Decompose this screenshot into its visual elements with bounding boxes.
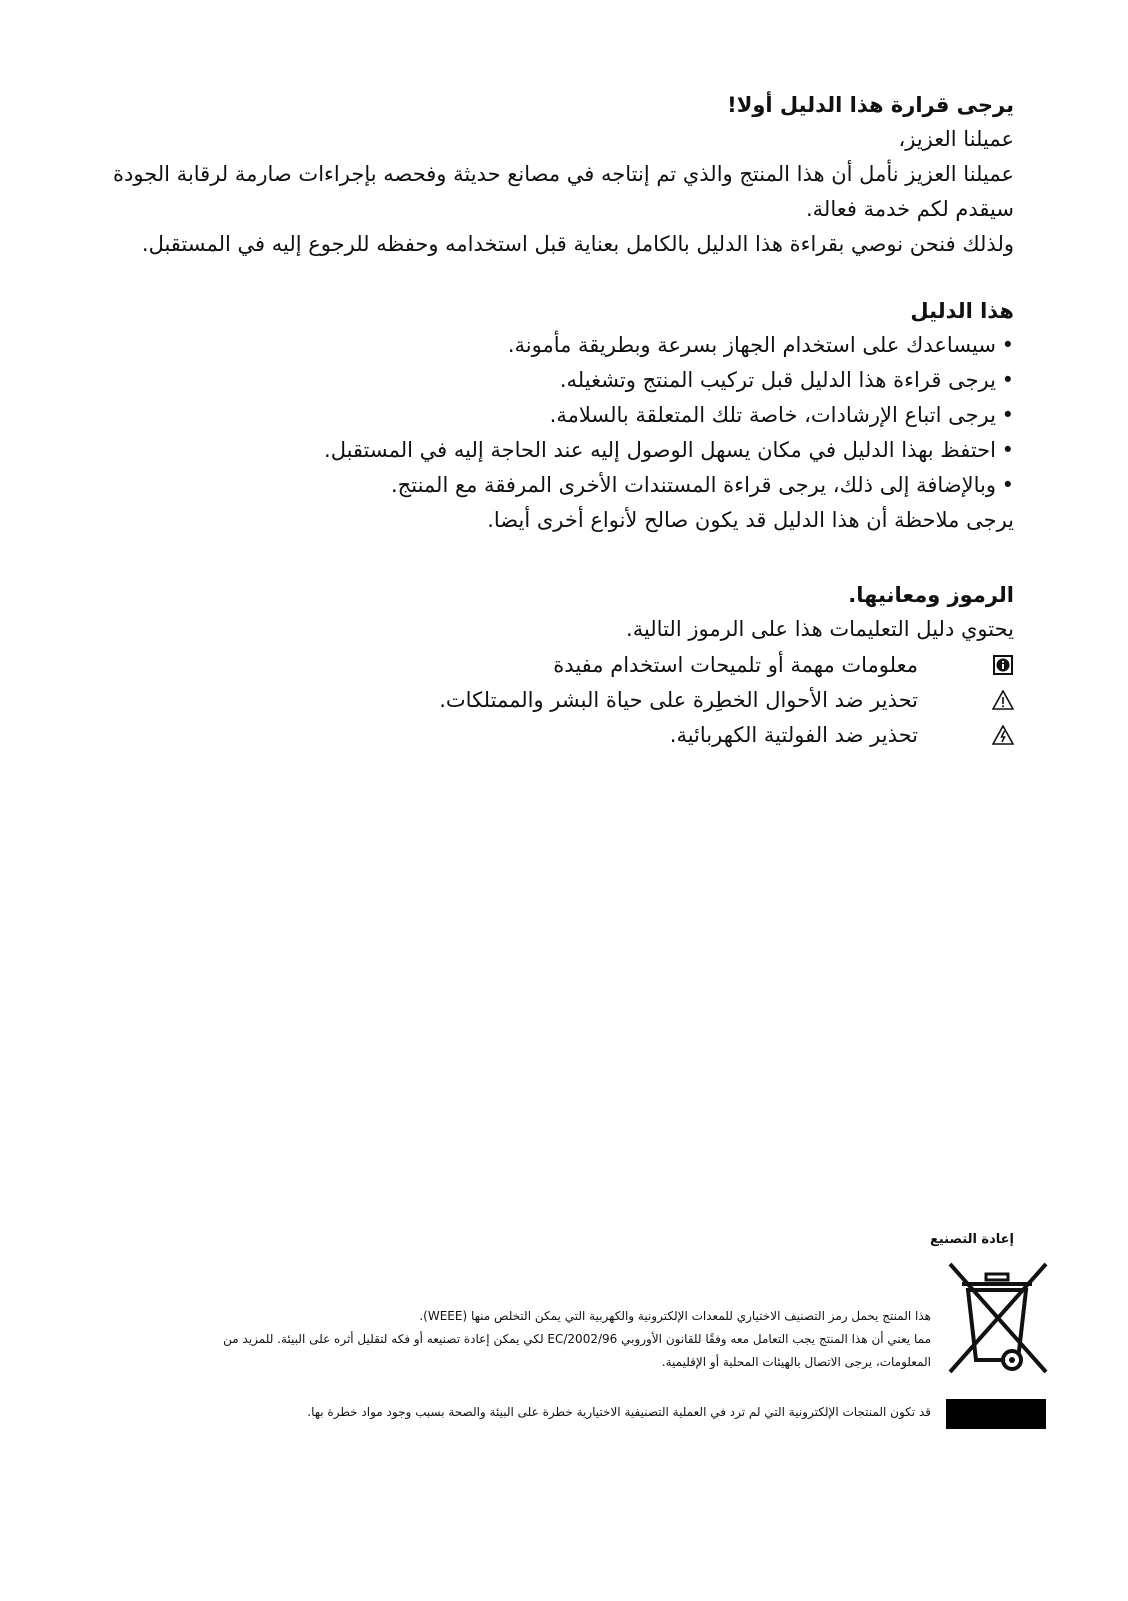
weee-line-2: مما يعني أن هذا المنتج يجب التعامل معه وفقًا للقانون الأوروبي EC/2002/96 لكي يمكن إعادة تصنيعه أو فكه لتقليل أثره على البيئة. للمزيد من xyxy=(223,1332,931,1346)
symbol-row-info xyxy=(84,647,1014,682)
guide-bullet-list xyxy=(84,328,1014,503)
weee-title: إعادة التصنيع xyxy=(929,1232,1014,1247)
intro-paragraph-line2: سيقدم لكم خدمة فعالة. xyxy=(806,197,1014,221)
weee-note: قد تكون المنتجات الإلكترونية التي لم ترد في العملية التصنيفية الاختيارية خطرة على البيئة والصحة بسبب وجود مواد خطرة بها. xyxy=(307,1405,931,1419)
symbol-row-warning xyxy=(84,682,1014,717)
list-item: • سيساعدك على استخدام الجهاز بسرعة وبطريقة مأمونة. xyxy=(84,328,1014,363)
guide-note: يرجى ملاحظة أن هذا الدليل قد يكون صالح لأنواع أخرى أيضا. xyxy=(487,508,1014,532)
intro-section xyxy=(84,88,1014,262)
intro-heading: يرجى قرارة هذا الدليل أولا! xyxy=(727,93,1014,117)
guide-heading: هذا الدليل xyxy=(910,299,1014,323)
intro-paragraph-line1: عميلنا العزيز نأمل أن هذا المنتج والذي تم إنتاجه في مصانع حديثة وفحصه بإجراءات صارمة لرقابة الجودة xyxy=(113,162,1014,186)
info-icon xyxy=(992,654,1014,676)
guide-section xyxy=(84,294,1014,538)
list-item: • يرجى قراءة هذا الدليل قبل تركيب المنتج وتشغيله. xyxy=(84,363,1014,398)
symbol-text-warning: تحذير ضد الأحوال الخطِرة على حياة البشر والممتلكات. xyxy=(439,687,918,712)
symbol-row-electric xyxy=(84,717,1014,752)
list-item: • وبالإضافة إلى ذلك، يرجى قراءة المستندات الأخرى المرفقة مع المنتج. xyxy=(84,468,1014,503)
symbol-text-info: معلومات مهمة أو تلميحات استخدام مفيدة xyxy=(553,652,918,677)
symbols-heading: الرموز ومعانيها. xyxy=(848,583,1014,607)
greeting: عميلنا العزيز، xyxy=(898,127,1014,151)
list-item: • احتفظ بهذا الدليل في مكان يسهل الوصول إليه عند الحاجة إليه في المستقبل. xyxy=(84,433,1014,468)
list-item: • يرجى اتباع الإرشادات، خاصة تلك المتعلقة بالسلامة. xyxy=(84,398,1014,433)
weee-description xyxy=(71,1305,931,1374)
weee-black-bar xyxy=(946,1399,1046,1429)
weee-line-3: المعلومات، يرجى الاتصال بالهيئات المحلية أو الإقليمية. xyxy=(661,1355,931,1369)
weee-bin-icon xyxy=(946,1260,1054,1380)
electric-warning-icon xyxy=(992,724,1014,746)
symbols-section xyxy=(84,578,1014,752)
weee-line-1: هذا المنتج يحمل رمز التصنيف الاختياري للمعدات الإلكترونية والكهربية التي يمكن التخلص منها (WEEE). xyxy=(419,1309,931,1323)
symbol-text-electric: تحذير ضد الفولتية الكهربائية. xyxy=(669,722,918,747)
symbols-intro: يحتوي دليل التعليمات هذا على الرموز التالية. xyxy=(626,617,1014,641)
warning-icon xyxy=(992,689,1014,711)
intro-paragraph-2: ولذلك فنحن نوصي بقراءة هذا الدليل بالكامل بعناية قبل استخدامه وحفظه للرجوع إليه في المستقبل. xyxy=(141,232,1014,256)
